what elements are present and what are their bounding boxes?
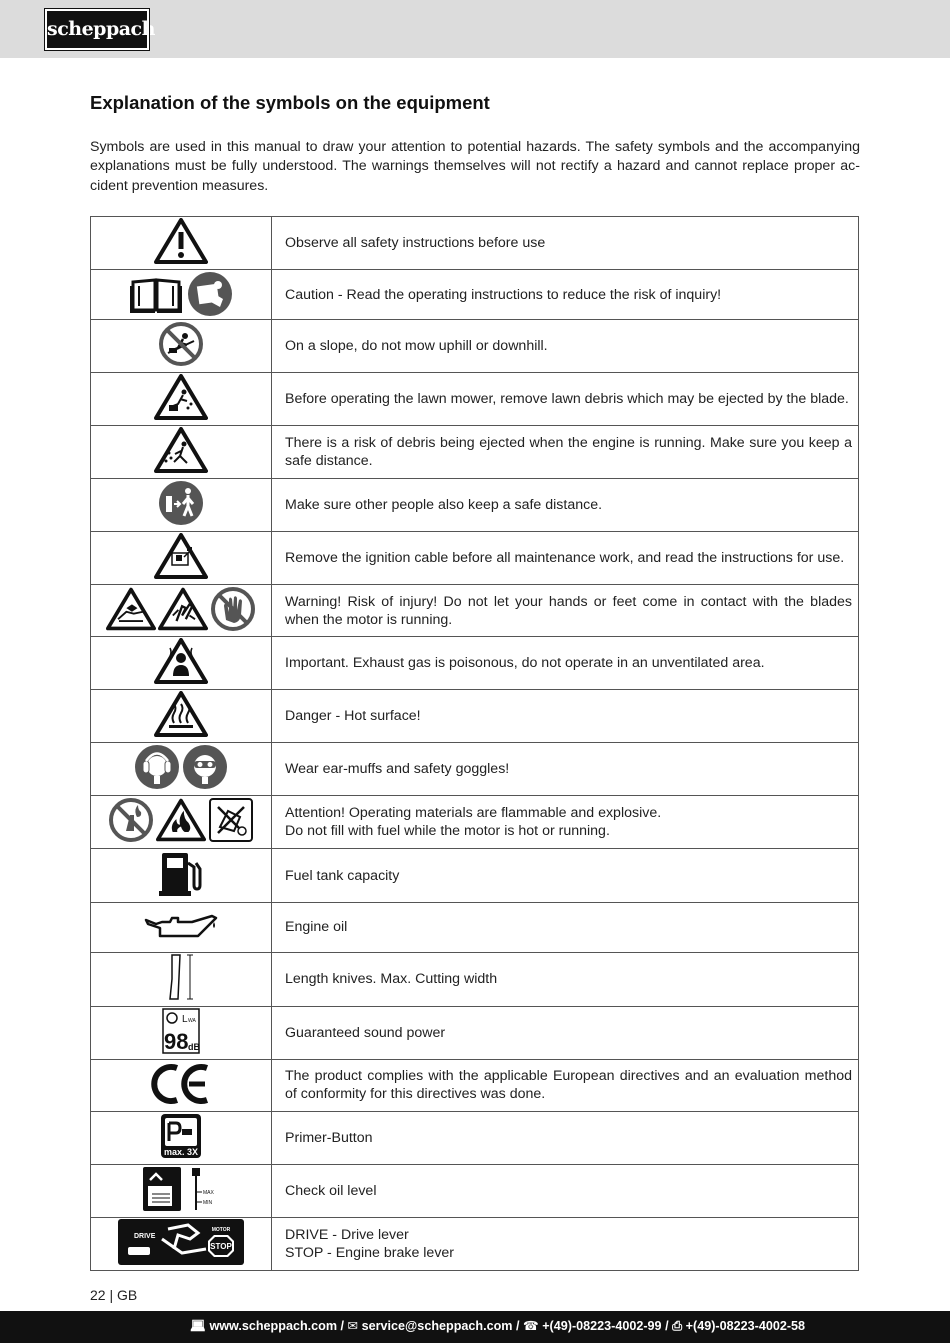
table-row [91,320,859,373]
remove-ignition-cable-icon [154,533,208,579]
svg-text:MIN: MIN [203,1199,213,1206]
symbol-description: There is a risk of debris being ejected when the engine is running. Make sure you keep a safe distance. [272,426,859,479]
symbol-description: Danger - Hot surface! [272,690,859,743]
symbol-description: The product complies with the applicable European directives and an evaluation method of conformity for this directives was done. [272,1059,859,1111]
symbol-description: Caution - Read the operating instructions to reduce the risk of inquiry! [272,270,859,320]
general-warning-icon [154,218,208,264]
ejected-debris-warning-icon [154,374,208,420]
fax-icon: ⎙ [672,1319,686,1333]
fax-number: +(49)-08223-4002-58 [685,1319,806,1333]
symbol-description: Make sure other people also keep a safe distance. [272,479,859,532]
email-link[interactable]: service@scheppach.com [361,1319,513,1333]
phone-number: +(49)-08223-4002-99 [542,1319,662,1333]
no-slope-mowing-icon [158,321,204,367]
symbol-description: Guaranteed sound power [272,1006,859,1059]
manual-person-icon [187,271,233,317]
table-row [91,1059,859,1111]
svg-text:dB: dB [188,1041,200,1052]
svg-text:98: 98 [164,1028,189,1054]
svg-text:STOP: STOP [210,1241,232,1251]
website-link[interactable]: www.scheppach.com [209,1319,338,1333]
table-row [91,796,859,849]
symbol-description: Check oil level [272,1164,859,1217]
table-row [91,270,859,320]
symbols-table [90,216,859,1271]
table-row [91,532,859,585]
intro-paragraph: Symbols are used in this manual to draw your attention to potential hazards. The safety symbols and the accompanying explanations must be fully understood. The warnings themselves will not rectify a hazard and cannot replace proper ac-cident prevention measures. [90,139,860,194]
table-row [91,1217,859,1270]
table-row [91,952,859,1006]
oil-dipstick-icon [142,1166,182,1212]
svg-text:L: L [182,1013,188,1025]
svg-text:DRIVE: DRIVE [134,1232,156,1240]
symbol-description: Length knives. Max. Cutting width [272,952,859,1006]
flammable-warning-icon [156,798,206,842]
symbol-description: DRIVE - Drive lever STOP - Engine brake lever [272,1217,859,1270]
svg-text:max. 3X: max. 3X [163,1146,199,1157]
scheppach-logo: scheppach [45,9,149,50]
symbol-description: Important. Exhaust gas is poisonous, do not operate in an unventilated area. [272,637,859,690]
table-row [91,903,859,953]
page-number: 22 | GB [90,1287,138,1303]
symbol-description: Fuel tank capacity [272,849,859,903]
goggles-icon [182,744,228,790]
table-row [91,217,859,270]
no-refuel-hot-icon [208,797,254,843]
svg-text:MAX: MAX [203,1189,214,1196]
table-row [91,1006,859,1059]
table-row [91,426,859,479]
no-open-flame-icon [108,797,154,843]
debris-ejection-warning-icon [154,427,208,473]
table-row [91,1164,859,1217]
fuel-tank-icon [158,849,204,897]
page-title: Explanation of the symbols on the equipment [90,92,490,113]
table-row [91,373,859,426]
ear-protection-icon [134,744,180,790]
phone-icon: ☎ [523,1319,543,1333]
footer-contact-bar: 💻︎ www.scheppach.com / ✉︎ service@scheppach.com / ☎ +(49)-08223-4002-99 / ⎙ +(49)-08223-4002-58 [0,1311,950,1343]
read-manual-icon [129,274,183,314]
symbol-description: On a slope, do not mow uphill or downhill. [272,320,859,373]
table-row [91,585,859,637]
drive-stop-lever-icon [118,1219,244,1265]
knife-length-icon [164,953,198,1001]
table-row [91,637,859,690]
computer-icon: 💻︎ [189,1319,210,1333]
svg-text:MOTOR: MOTOR [211,1226,231,1233]
no-hands-icon [210,586,256,632]
oil-level-icon [184,1166,220,1212]
symbol-description: Observe all safety instructions before use [272,217,859,270]
symbol-description: Before operating the lawn mower, remove lawn debris which may be ejected by the blade. [272,373,859,426]
exhaust-gas-warning-icon [154,638,208,684]
symbol-description: Primer-Button [272,1111,859,1164]
symbol-description: Remove the ignition cable before all maintenance work, and read the instructions for use. [272,532,859,585]
ce-mark-icon [151,1062,211,1106]
hot-surface-icon [154,691,208,737]
table-row [91,743,859,796]
engine-oil-icon [142,912,220,942]
symbol-description: Engine oil [272,903,859,953]
foot-blade-warning-icon [106,587,156,631]
table-row [91,849,859,903]
table-row [91,690,859,743]
mail-icon: ✉︎ [347,1319,362,1333]
sound-power-icon [162,1008,200,1054]
symbol-description: Attention! Operating materials are flammable and explosive. Do not fill with fuel while the motor is hot or running. [272,796,859,849]
svg-text:WA: WA [188,1017,196,1024]
keep-distance-icon [158,480,204,526]
symbol-description: Wear ear-muffs and safety goggles! [272,743,859,796]
hand-blade-warning-icon [158,587,208,631]
table-row [91,1111,859,1164]
symbol-description: Warning! Risk of injury! Do not let your hands or feet come in contact with the blades when the motor is running. [272,585,859,637]
primer-button-icon [160,1113,202,1159]
table-row [91,479,859,532]
